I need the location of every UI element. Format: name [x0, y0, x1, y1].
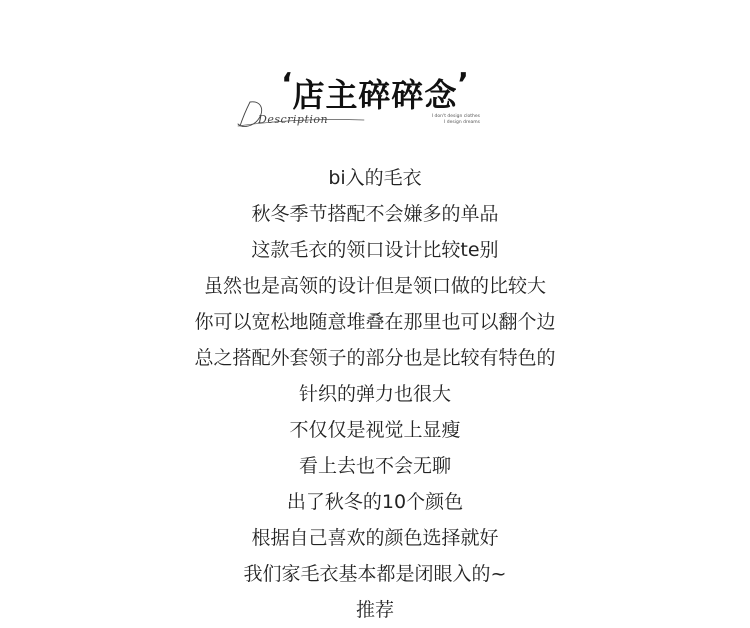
description-lines: [0, 160, 750, 628]
section-header: [0, 0, 750, 140]
text-line: 出了秋冬的10个颜色: [286, 491, 464, 513]
tagline: [420, 114, 480, 126]
text-line: 不仅仅是视觉上显瘦: [289, 419, 461, 441]
text-line: 虽然也是高领的设计但是领口做的比较大: [203, 275, 546, 297]
tagline-line-2: I design dreams: [444, 120, 480, 125]
open-quote: ‘: [281, 67, 293, 102]
text-line: 你可以宽松地随意堆叠在那里也可以翻个边: [194, 311, 556, 333]
tagline-line-1: I don't design clothes: [431, 114, 480, 119]
text-line: 看上去也不会无聊: [298, 455, 451, 477]
text-line: 这款毛衣的领口设计比较te别: [251, 239, 499, 261]
description-script-logo: [236, 96, 376, 136]
text-line: 秋冬季节搭配不会嫌多的单品: [251, 203, 499, 225]
text-line: 总之搭配外套领子的部分也是比较有特色的: [194, 347, 556, 369]
close-quote: ’: [457, 67, 469, 102]
text-line: 针织的弹力也很大: [298, 383, 451, 405]
text-line: bi入的毛衣: [328, 167, 422, 189]
text-line: 根据自己喜欢的颜色选择就好: [251, 527, 499, 549]
script-word-text: Description: [258, 113, 329, 126]
text-line: 推荐: [355, 599, 394, 621]
text-line: 我们家毛衣基本都是闭眼入的~: [243, 563, 507, 585]
page-title: 店主碎碎念: [292, 76, 458, 114]
